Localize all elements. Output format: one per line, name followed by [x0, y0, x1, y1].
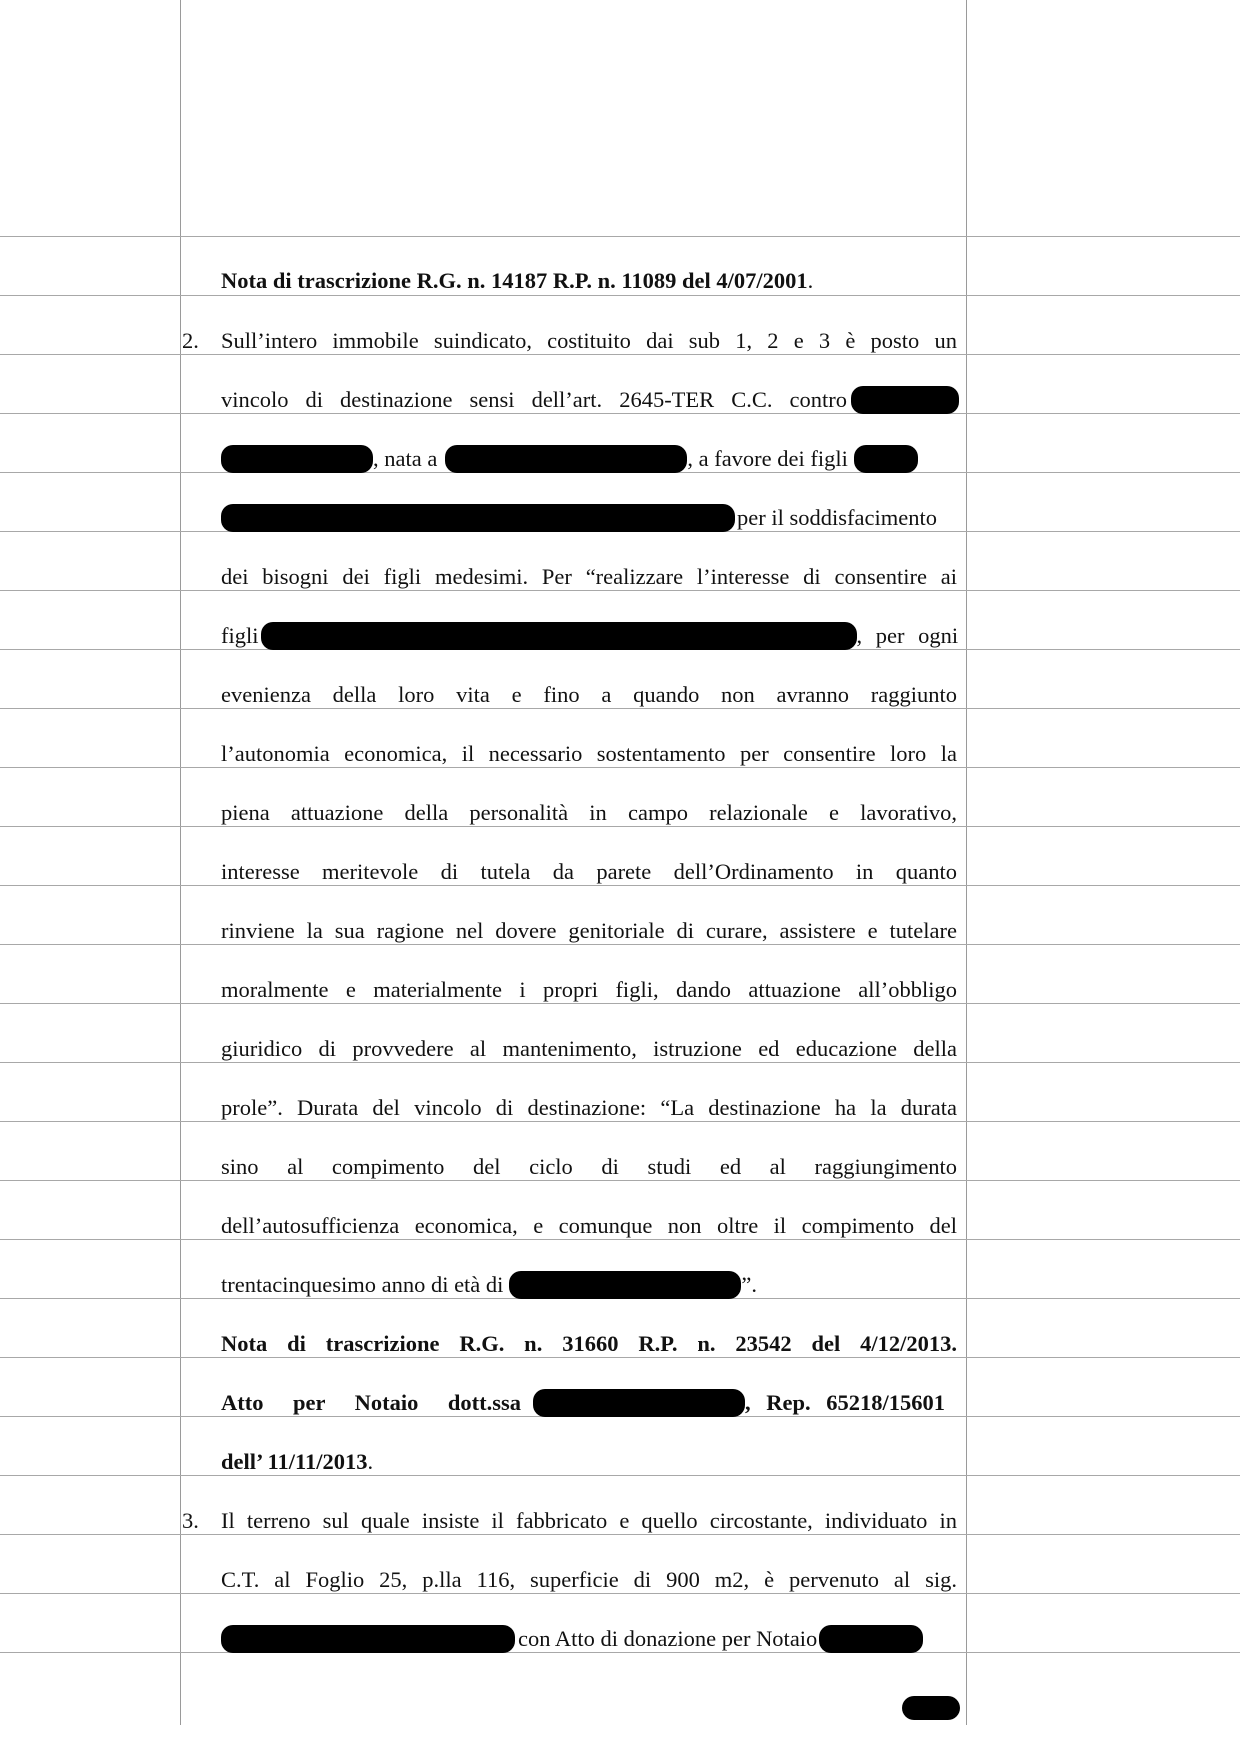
- text-span: ”.: [741, 1272, 758, 1297]
- redaction-box: [819, 1625, 923, 1653]
- redaction-box: [854, 445, 918, 473]
- transcription-note: Nota di trascrizione R.G. n. 14187 R.P. n. 11089 del 4/07/2001: [221, 268, 808, 293]
- right-margin-line: [966, 0, 967, 1725]
- text-line: [221, 1432, 957, 1491]
- text-span: con Atto di donazione per Notaio: [518, 1626, 818, 1651]
- text-span: Atto per Notaio dott.ssa: [221, 1390, 521, 1415]
- text-line: piena attuazione della personalità in campo relazionale e lavorativo,: [221, 800, 957, 825]
- text-line: [221, 1255, 957, 1314]
- text-span: dell’ 11/11/2013: [221, 1449, 368, 1474]
- text-line: sino al compimento del ciclo di studi ed al raggiungimento: [221, 1154, 957, 1179]
- text-line: interesse meritevole di tutela da parete dell’Ordinamento in quanto: [221, 859, 957, 884]
- text-span: vincolo di destinazione sensi dell’art. 2645-TER C.C. contro: [221, 387, 847, 412]
- text-span: , nata a: [373, 446, 438, 471]
- ruled-line: [0, 236, 1240, 237]
- text-line: dell’autosufficienza economica, e comunque non oltre il compimento del: [221, 1213, 957, 1238]
- left-margin-line: [180, 0, 181, 1725]
- redaction-box: [221, 504, 735, 532]
- text-line: [221, 251, 957, 310]
- text-line: giuridico di provvedere al mantenimento, istruzione ed educazione della: [221, 1036, 957, 1061]
- list-number: 3.: [182, 1508, 199, 1533]
- redaction-box: [509, 1271, 741, 1299]
- text-span: , Rep. 65218/15601: [745, 1390, 945, 1415]
- text-line: prole”. Durata del vincolo di destinazione: “La destinazione ha la durata: [221, 1095, 957, 1120]
- text-line: rinviene la sua ragione nel dovere genitoriale di curare, assistere e tutelare: [221, 918, 957, 943]
- list-number: 2.: [182, 328, 199, 353]
- text-line: [221, 429, 957, 488]
- redaction-box: [851, 386, 959, 414]
- redaction-box: [221, 445, 373, 473]
- text-span: , per ogni: [856, 623, 959, 648]
- text-line: [221, 606, 957, 665]
- redaction-box: [902, 1696, 960, 1720]
- text-line: l’autonomia economica, il necessario sostentamento per consentire loro la: [221, 741, 957, 766]
- text-line: Il terreno sul quale insiste il fabbricato e quello circostante, individuato in: [221, 1508, 957, 1533]
- text-line: Sull’intero immobile suindicato, costituito dai sub 1, 2 e 3 è posto un: [221, 328, 957, 353]
- text-span: per il soddisfacimento: [737, 505, 937, 530]
- punctuation: .: [367, 1449, 374, 1474]
- text-line: [221, 1373, 957, 1432]
- redaction-box: [533, 1389, 745, 1417]
- redaction-box: [261, 622, 857, 650]
- redaction-box: [221, 1625, 515, 1653]
- text-line: evenienza della loro vita e fino a quando non avranno raggiunto: [221, 682, 957, 707]
- text-line: [221, 1609, 957, 1668]
- text-span: , a favore dei figli: [687, 446, 848, 471]
- text-line: [221, 370, 957, 429]
- punctuation: .: [807, 268, 814, 293]
- text-line: moralmente e materialmente i propri figli, dando attuazione all’obbligo: [221, 977, 957, 1002]
- text-span: trentacinquesimo anno di età di: [221, 1272, 504, 1297]
- transcription-note: Nota di trascrizione R.G. n. 31660 R.P. n. 23542 del 4/12/2013.: [221, 1331, 957, 1356]
- text-line: C.T. al Foglio 25, p.lla 116, superficie di 900 m2, è pervenuto al sig.: [221, 1567, 957, 1592]
- text-span: figli: [221, 623, 259, 648]
- text-line: [221, 488, 957, 547]
- redaction-box: [445, 445, 687, 473]
- text-line: dei bisogni dei figli medesimi. Per “realizzare l’interesse di consentire ai: [221, 564, 957, 589]
